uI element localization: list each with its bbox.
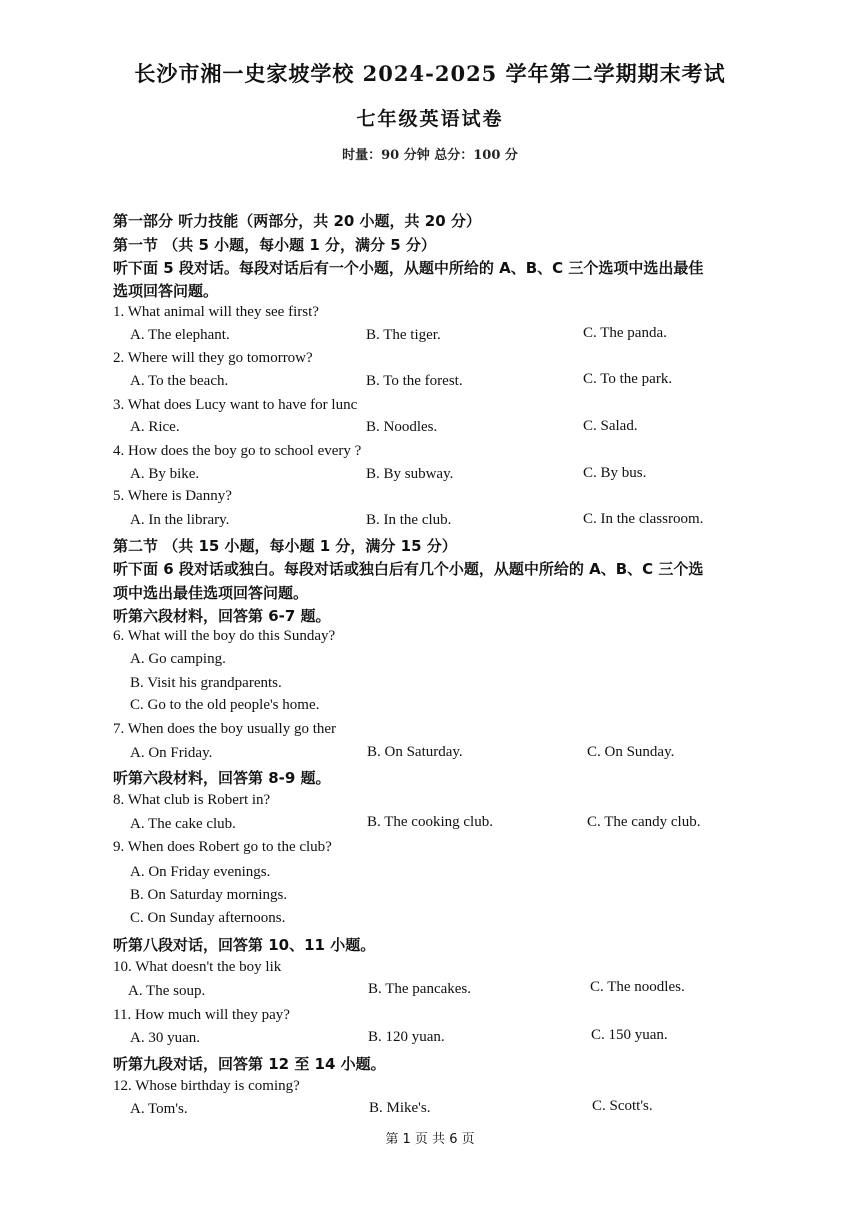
material-label-7: 听第六段材料，回答第 8-9 题。 xyxy=(113,769,331,787)
exam-subtitle: 七年级英语试卷 xyxy=(356,108,504,130)
q7-option-a: A. On Friday. xyxy=(130,745,213,761)
q6-option-c: C. Go to the old people's home. xyxy=(130,697,320,713)
q4-option-c: C. By bus. xyxy=(583,465,647,481)
q9-option-c: C. On Sunday afternoons. xyxy=(130,910,286,926)
section2-instruction: 听下面 6 段对话或独白。每段对话或独白后有几个小题，从题中所给的 A、B、C 三个选 xyxy=(113,560,704,578)
question-8: 8. What club is Robert in? xyxy=(113,792,271,808)
q12-option-a: A. Tom's. xyxy=(130,1101,188,1117)
q8-option-b: B. The cooking club. xyxy=(367,814,493,830)
question-1: 1. What animal will they see first? xyxy=(113,304,319,320)
q12-option-b: B. Mike's. xyxy=(369,1100,431,1116)
question-9: 9. When does Robert go to the club? xyxy=(113,839,332,855)
question-2: 2. Where will they go tomorrow? xyxy=(113,350,313,366)
section1-instruction-cont: 选项回答问题。 xyxy=(113,282,219,300)
q4-option-b: B. By subway. xyxy=(366,466,454,482)
question-5: 5. Where is Danny? xyxy=(113,488,232,504)
q11-option-c: C. 150 yuan. xyxy=(591,1027,668,1043)
q2-option-a: A. To the beach. xyxy=(130,373,229,389)
q5-option-c: C. In the classroom. xyxy=(583,511,704,527)
question-11: 11. How much will they pay? xyxy=(113,1007,290,1023)
material-label-9: 听第九段对话，回答第 12 至 14 小题。 xyxy=(113,1055,386,1073)
question-12: 12. Whose birthday is coming? xyxy=(113,1078,300,1094)
exam-title: 长沙市湘一史家坡学校 2024-2025 学年第二学期期末考试 xyxy=(134,61,726,86)
q3-option-b: B. Noodles. xyxy=(366,419,438,435)
q3-option-c: C. Salad. xyxy=(583,418,638,434)
question-10: 10. What doesn't the boy lik xyxy=(113,959,282,975)
q2-option-c: C. To the park. xyxy=(583,371,673,387)
q5-option-a: A. In the library. xyxy=(130,512,230,528)
q7-option-b: B. On Saturday. xyxy=(367,744,463,760)
q3-option-a: A. Rice. xyxy=(130,419,180,435)
q6-option-a: A. Go camping. xyxy=(130,651,226,667)
q10-option-a: A. The soup. xyxy=(128,983,206,999)
q9-option-b: B. On Saturday mornings. xyxy=(130,887,288,903)
section2-heading: 第二节 （共 15 小题，每小题 1 分，满分 15 分） xyxy=(113,537,457,555)
q12-option-c: C. Scott's. xyxy=(592,1098,653,1114)
q6-option-b: B. Visit his grandparents. xyxy=(130,675,282,691)
q10-option-c: C. The noodles. xyxy=(590,979,685,995)
material-label-6: 听第六段材料，回答第 6-7 题。 xyxy=(113,607,331,625)
q1-option-b: B. The tiger. xyxy=(366,327,441,343)
exam-meta: 时量：90 分钟 总分：100 分 xyxy=(342,148,518,163)
question-7: 7. When does the boy usually go ther xyxy=(113,721,337,737)
q1-option-a: A. The elephant. xyxy=(130,327,230,343)
q5-option-b: B. In the club. xyxy=(366,512,452,528)
q8-option-c: C. The candy club. xyxy=(587,814,701,830)
q11-option-b: B. 120 yuan. xyxy=(368,1029,445,1045)
section1-instruction: 听下面 5 段对话。每段对话后有一个小题，从题中所给的 A、B、C 三个选项中选出最佳 xyxy=(113,259,704,277)
q1-option-c: C. The panda. xyxy=(583,325,667,341)
question-4: 4. How does the boy go to school every ? xyxy=(113,443,362,459)
section2-instruction-cont: 项中选出最佳选项回答问题。 xyxy=(113,584,309,602)
material-label-8: 听第八段对话，回答第 10、11 小题。 xyxy=(113,936,376,954)
page-number: 第 1 页 共 6 页 xyxy=(385,1132,475,1147)
section1-heading: 第一节 （共 5 小题，每小题 1 分，满分 5 分） xyxy=(113,236,436,254)
question-6: 6. What will the boy do this Sunday? xyxy=(113,628,336,644)
question-3: 3. What does Lucy want to have for lunc xyxy=(113,397,358,413)
q7-option-c: C. On Sunday. xyxy=(587,744,675,760)
q4-option-a: A. By bike. xyxy=(130,466,200,482)
q8-option-a: A. The cake club. xyxy=(130,816,236,832)
q10-option-b: B. The pancakes. xyxy=(368,981,472,997)
q9-option-a: A. On Friday evenings. xyxy=(130,864,271,880)
q2-option-b: B. To the forest. xyxy=(366,373,463,389)
q11-option-a: A. 30 yuan. xyxy=(130,1030,200,1046)
part1-heading: 第一部分 听力技能（两部分，共 20 小题，共 20 分） xyxy=(113,212,481,230)
